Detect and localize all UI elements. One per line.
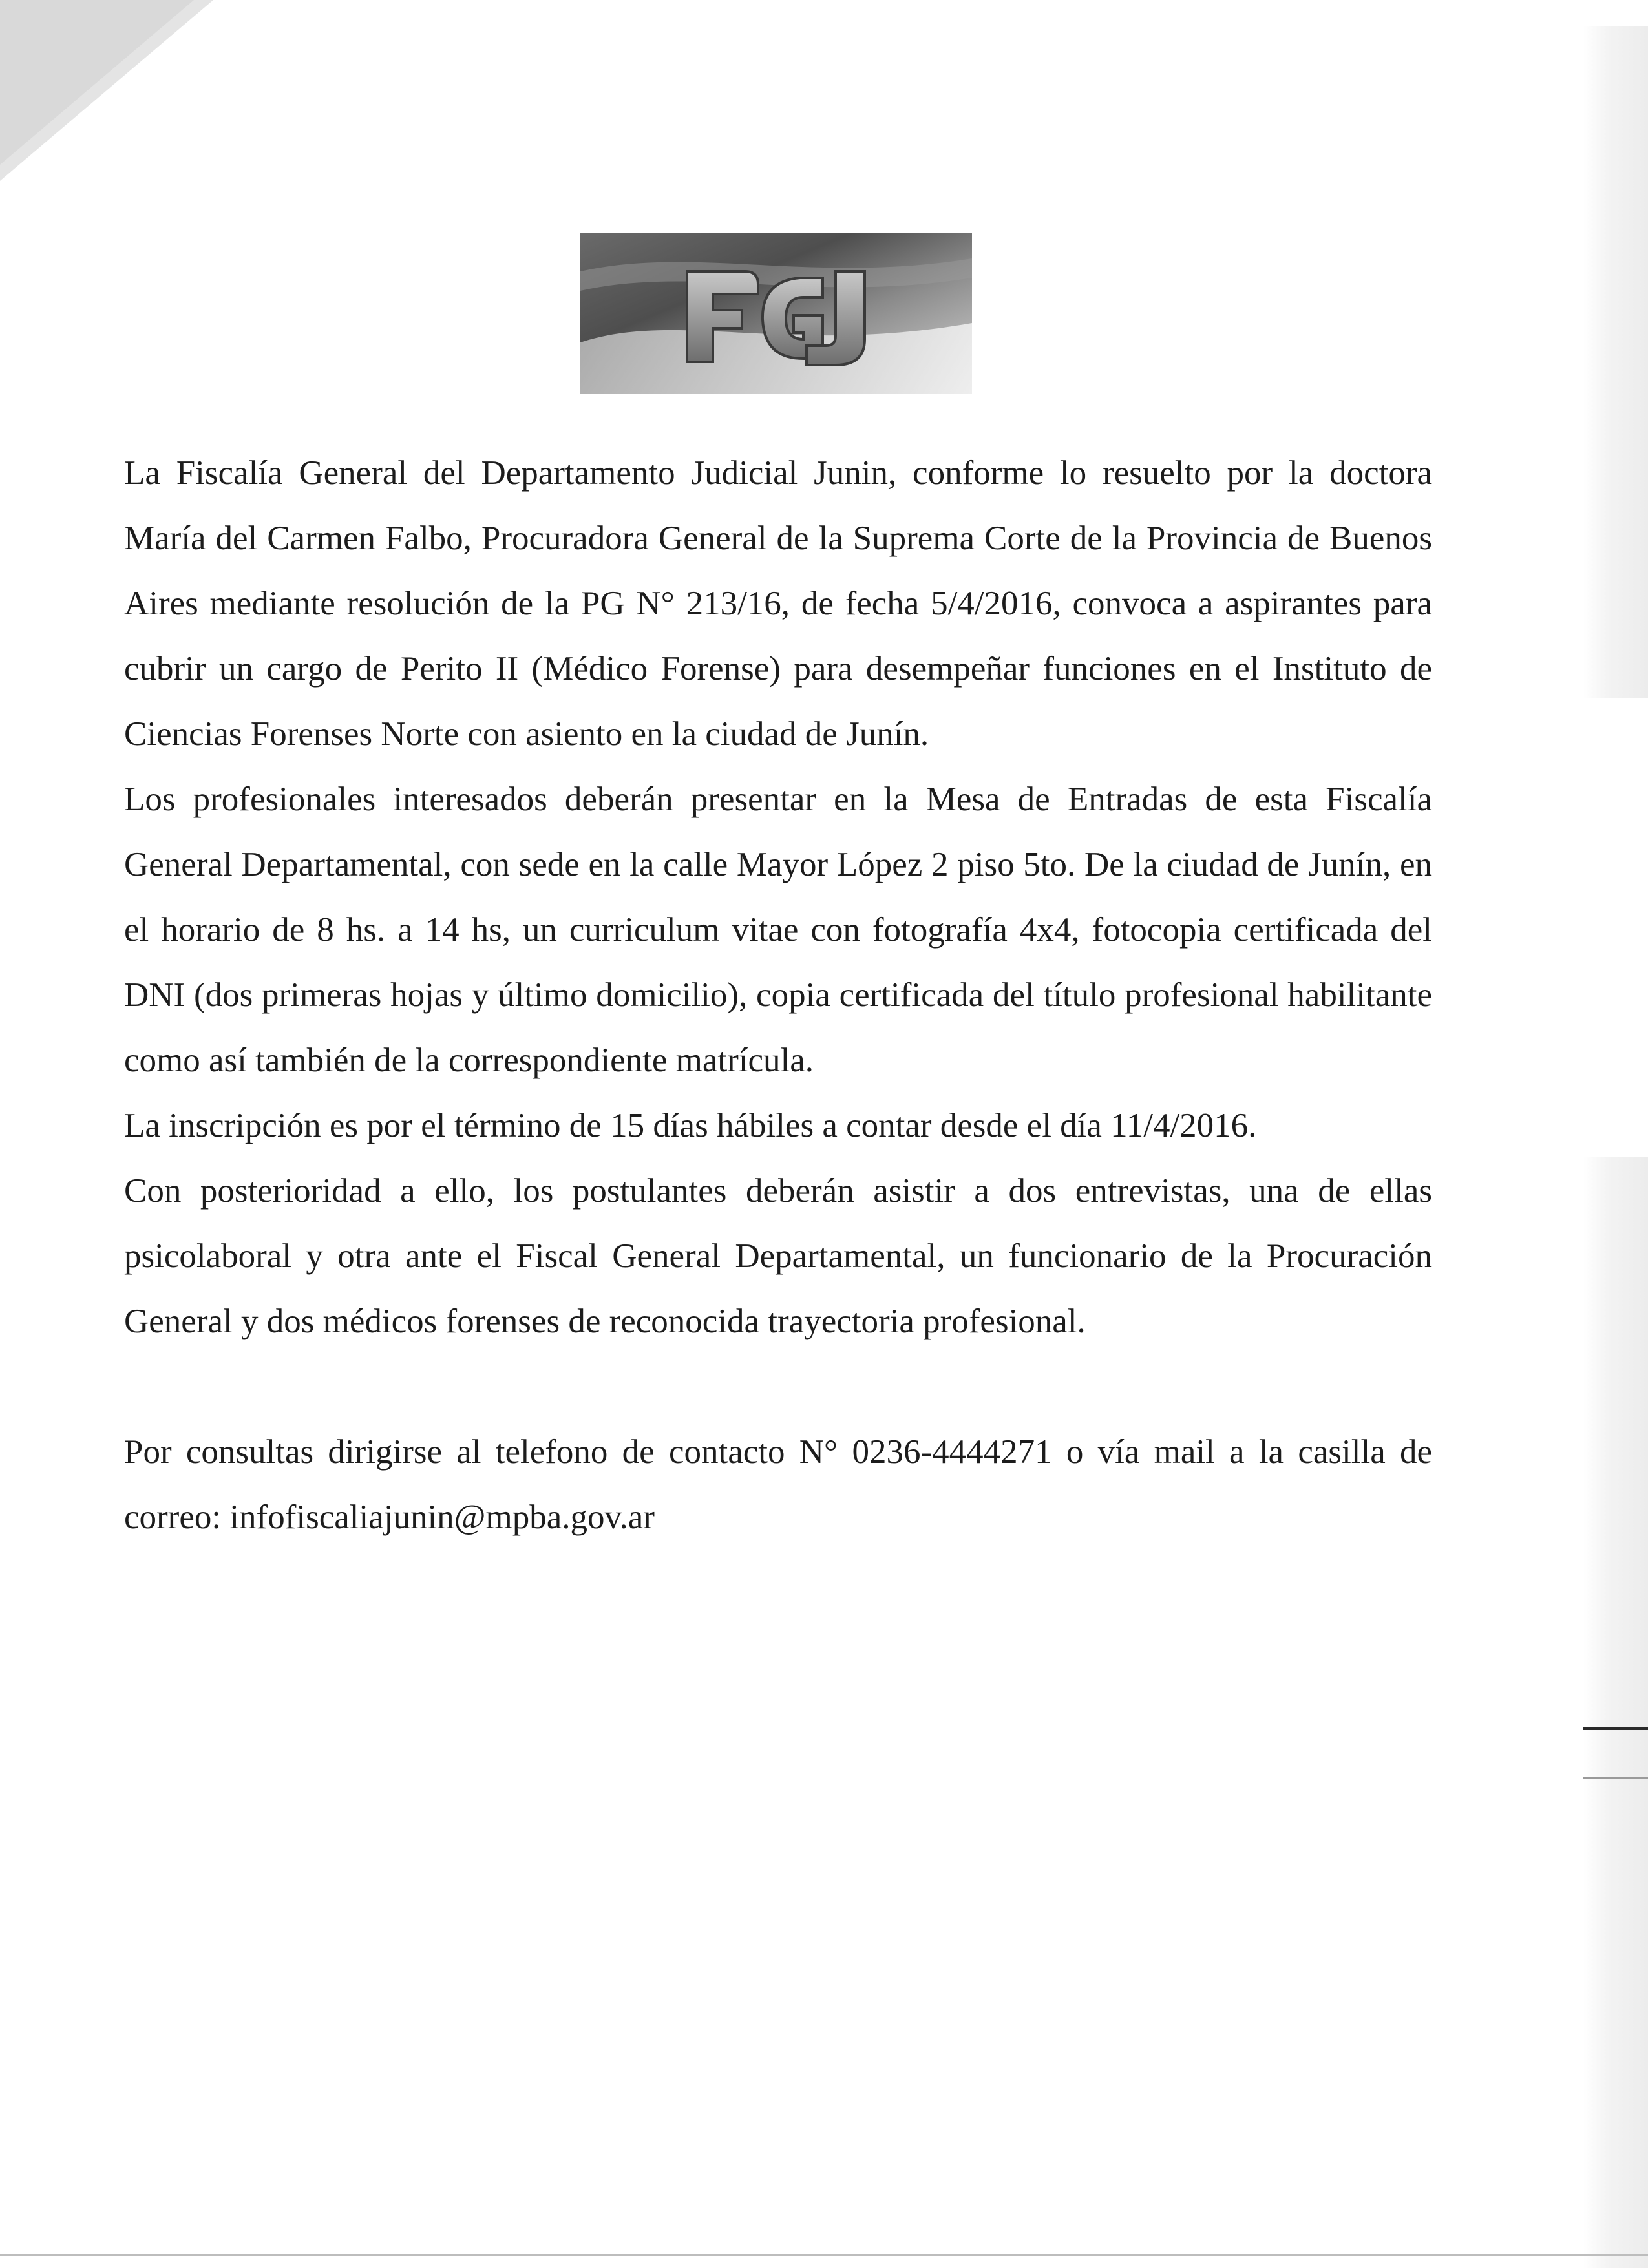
document-body: [124, 441, 1432, 1550]
paragraph-requisitos: Los profesionales interesados deberán presentar en la Mesa de Entradas de esta Fiscalía General Departamental, con sede en la calle Mayor López 2 piso 5to. De la ciudad de Junín, en el horario de 8 hs. a 14 hs, un curriculum vitae con fotografía 4x4, fotocopia certificada del DNI (dos primeras hojas y último domicilio), copia certificada del título profesional habilitante como así también de la correspondiente matrícula.: [124, 781, 1432, 1079]
fgj-logo: [580, 233, 972, 394]
scan-edge-tab: [1583, 0, 1648, 26]
scan-edge-mark: [1583, 1777, 1648, 1779]
paragraph-contacto: Por consultas dirigirse al telefono de contacto N° 0236-4444271 o vía mail a la casilla de correo: infofiscaliajunin@mpba.gov.ar: [124, 1433, 1432, 1536]
folded-corner-artifact: [0, 0, 213, 181]
paragraph-entrevistas: Con posterioridad a ello, los postulantes deberán asistir a dos entrevistas, una de ellas psicolaboral y otra ante el Fiscal General Departamental, un funcionario de la Procuración General y dos médicos forenses de reconocida trayectoria profesional.: [124, 1172, 1432, 1340]
paragraph-convocatoria: La Fiscalía General del Departamento Judicial Junin, conforme lo resuelto por la doctora María del Carmen Falbo, Procuradora General de la Suprema Corte de la Provincia de Buenos Aires mediante resolución de la PG N° 213/16, de fecha 5/4/2016, convoca a aspirantes para cubrir un cargo de Perito II (Médico Forense) para desempeñar funciones en el Instituto de Ciencias Forenses Norte con asiento en la ciudad de Junín.: [124, 454, 1432, 753]
paragraph-inscripcion: La inscripción es por el término de 15 días hábiles a contar desde el día 11/4/2016.: [124, 1107, 1257, 1144]
scan-bottom-edge: [0, 2254, 1648, 2256]
scan-edge-tab: [1583, 698, 1648, 1157]
scan-edge-mark: [1583, 1727, 1648, 1730]
